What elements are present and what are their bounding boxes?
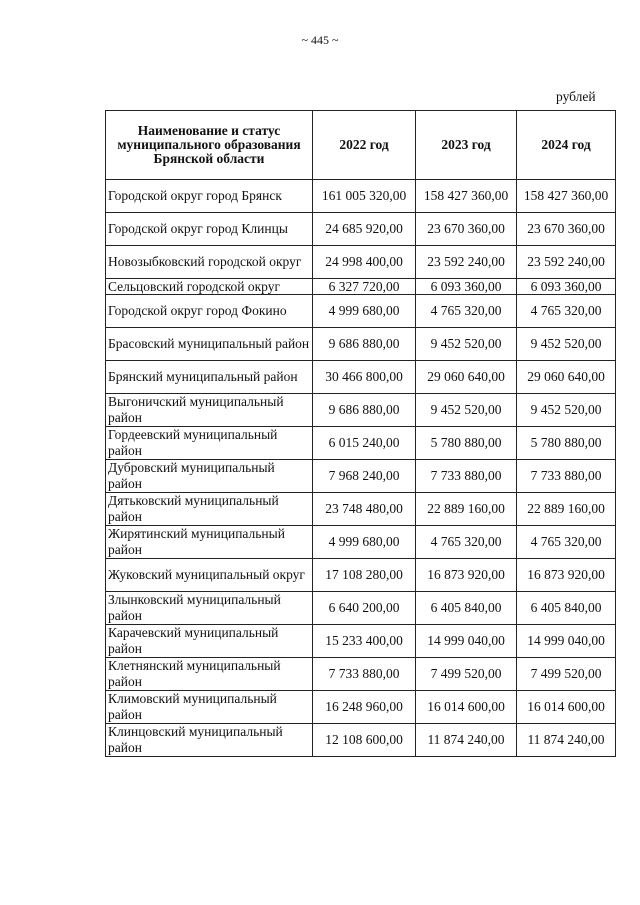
table-body [106, 180, 616, 757]
amount-cell-2024: 5 780 880,00 [517, 427, 616, 460]
amount-cell-2022: 4 999 680,00 [313, 526, 416, 559]
amount-cell-2022: 9 686 880,00 [313, 328, 416, 361]
amount-cell-2022: 16 248 960,00 [313, 691, 416, 724]
amount-cell-2022: 7 968 240,00 [313, 460, 416, 493]
amount-cell-2023: 23 670 360,00 [416, 213, 517, 246]
table-row [106, 724, 616, 757]
amount-cell-2023: 7 499 520,00 [416, 658, 517, 691]
amount-cell-2023: 11 874 240,00 [416, 724, 517, 757]
amount-cell-2022: 7 733 880,00 [313, 658, 416, 691]
municipality-name-cell: Дубровский муниципальный район [106, 460, 313, 493]
table-row [106, 592, 616, 625]
amount-cell-2023: 16 873 920,00 [416, 559, 517, 592]
amount-cell-2022: 12 108 600,00 [313, 724, 416, 757]
table-row [106, 658, 616, 691]
amount-cell-2023: 16 014 600,00 [416, 691, 517, 724]
amount-cell-2023: 23 592 240,00 [416, 246, 517, 279]
amount-cell-2024: 9 452 520,00 [517, 328, 616, 361]
municipality-name-cell: Клинцовский муниципальный район [106, 724, 313, 757]
amount-cell-2023: 9 452 520,00 [416, 394, 517, 427]
table-row [106, 526, 616, 559]
table-row [106, 460, 616, 493]
amount-cell-2022: 23 748 480,00 [313, 493, 416, 526]
amount-cell-2024: 6 093 360,00 [517, 279, 616, 295]
amount-cell-2023: 158 427 360,00 [416, 180, 517, 213]
table-row [106, 279, 616, 295]
municipality-name-cell: Городской округ город Клинцы [106, 213, 313, 246]
header-2024: 2024 год [517, 111, 616, 180]
amount-cell-2024: 7 499 520,00 [517, 658, 616, 691]
amount-cell-2024: 7 733 880,00 [517, 460, 616, 493]
amount-cell-2023: 9 452 520,00 [416, 328, 517, 361]
amount-cell-2024: 29 060 640,00 [517, 361, 616, 394]
table-row [106, 427, 616, 460]
municipality-name-cell: Новозыбковский городской округ [106, 246, 313, 279]
amount-cell-2023: 4 765 320,00 [416, 295, 517, 328]
amount-cell-2024: 9 452 520,00 [517, 394, 616, 427]
table-row [106, 361, 616, 394]
header-2022: 2022 год [313, 111, 416, 180]
page-number: ~ 445 ~ [301, 33, 339, 47]
municipality-name-cell: Городской округ город Брянск [106, 180, 313, 213]
table-row [106, 625, 616, 658]
table-row [106, 213, 616, 246]
amount-cell-2022: 17 108 280,00 [313, 559, 416, 592]
municipality-name-cell: Злынковский муниципальный район [106, 592, 313, 625]
amount-cell-2023: 29 060 640,00 [416, 361, 517, 394]
amount-cell-2022: 161 005 320,00 [313, 180, 416, 213]
municipality-name-cell: Дятьковский муниципальный район [106, 493, 313, 526]
table-row [106, 493, 616, 526]
table-row [106, 246, 616, 279]
amount-cell-2023: 6 093 360,00 [416, 279, 517, 295]
amount-cell-2024: 16 014 600,00 [517, 691, 616, 724]
amount-cell-2023: 7 733 880,00 [416, 460, 517, 493]
header-2023: 2023 год [416, 111, 517, 180]
table-row [106, 559, 616, 592]
municipality-name-cell: Клетнянский муниципальный район [106, 658, 313, 691]
municipality-name-cell: Брасовский муниципальный район [106, 328, 313, 361]
municipality-name-cell: Климовский муниципальный район [106, 691, 313, 724]
amount-cell-2023: 5 780 880,00 [416, 427, 517, 460]
amount-cell-2024: 22 889 160,00 [517, 493, 616, 526]
amount-cell-2024: 4 765 320,00 [517, 295, 616, 328]
amount-cell-2024: 23 592 240,00 [517, 246, 616, 279]
table-row [106, 180, 616, 213]
municipality-name-cell: Сельцовский городской округ [106, 279, 313, 295]
amount-cell-2024: 14 999 040,00 [517, 625, 616, 658]
amount-cell-2022: 6 015 240,00 [313, 427, 416, 460]
amount-cell-2022: 6 640 200,00 [313, 592, 416, 625]
amount-cell-2022: 9 686 880,00 [313, 394, 416, 427]
municipality-name-cell: Брянский муниципальный район [106, 361, 313, 394]
amount-cell-2022: 4 999 680,00 [313, 295, 416, 328]
header-name: Наименование и статус муниципального образования Брянской области [106, 111, 313, 180]
amount-cell-2022: 15 233 400,00 [313, 625, 416, 658]
municipality-name-cell: Выгоничский муниципальный район [106, 394, 313, 427]
amount-cell-2023: 6 405 840,00 [416, 592, 517, 625]
amount-cell-2024: 6 405 840,00 [517, 592, 616, 625]
municipality-name-cell: Жуковский муниципальный округ [106, 559, 313, 592]
amount-cell-2024: 158 427 360,00 [517, 180, 616, 213]
municipality-name-cell: Жирятинский муниципальный район [106, 526, 313, 559]
amount-cell-2022: 24 685 920,00 [313, 213, 416, 246]
table-row [106, 295, 616, 328]
unit-label: рублей [556, 89, 596, 104]
table-row [106, 328, 616, 361]
amount-cell-2024: 16 873 920,00 [517, 559, 616, 592]
amount-cell-2024: 4 765 320,00 [517, 526, 616, 559]
amount-cell-2022: 6 327 720,00 [313, 279, 416, 295]
amount-cell-2024: 11 874 240,00 [517, 724, 616, 757]
amount-cell-2023: 14 999 040,00 [416, 625, 517, 658]
amount-cell-2022: 30 466 800,00 [313, 361, 416, 394]
municipality-name-cell: Гордеевский муниципальный район [106, 427, 313, 460]
municipality-name-cell: Городской округ город Фокино [106, 295, 313, 328]
budget-table [105, 110, 616, 757]
amount-cell-2024: 23 670 360,00 [517, 213, 616, 246]
municipality-name-cell: Карачевский муниципальный район [106, 625, 313, 658]
amount-cell-2022: 24 998 400,00 [313, 246, 416, 279]
amount-cell-2023: 22 889 160,00 [416, 493, 517, 526]
amount-cell-2023: 4 765 320,00 [416, 526, 517, 559]
table-header-row [106, 111, 616, 180]
table-row [106, 691, 616, 724]
table-row [106, 394, 616, 427]
